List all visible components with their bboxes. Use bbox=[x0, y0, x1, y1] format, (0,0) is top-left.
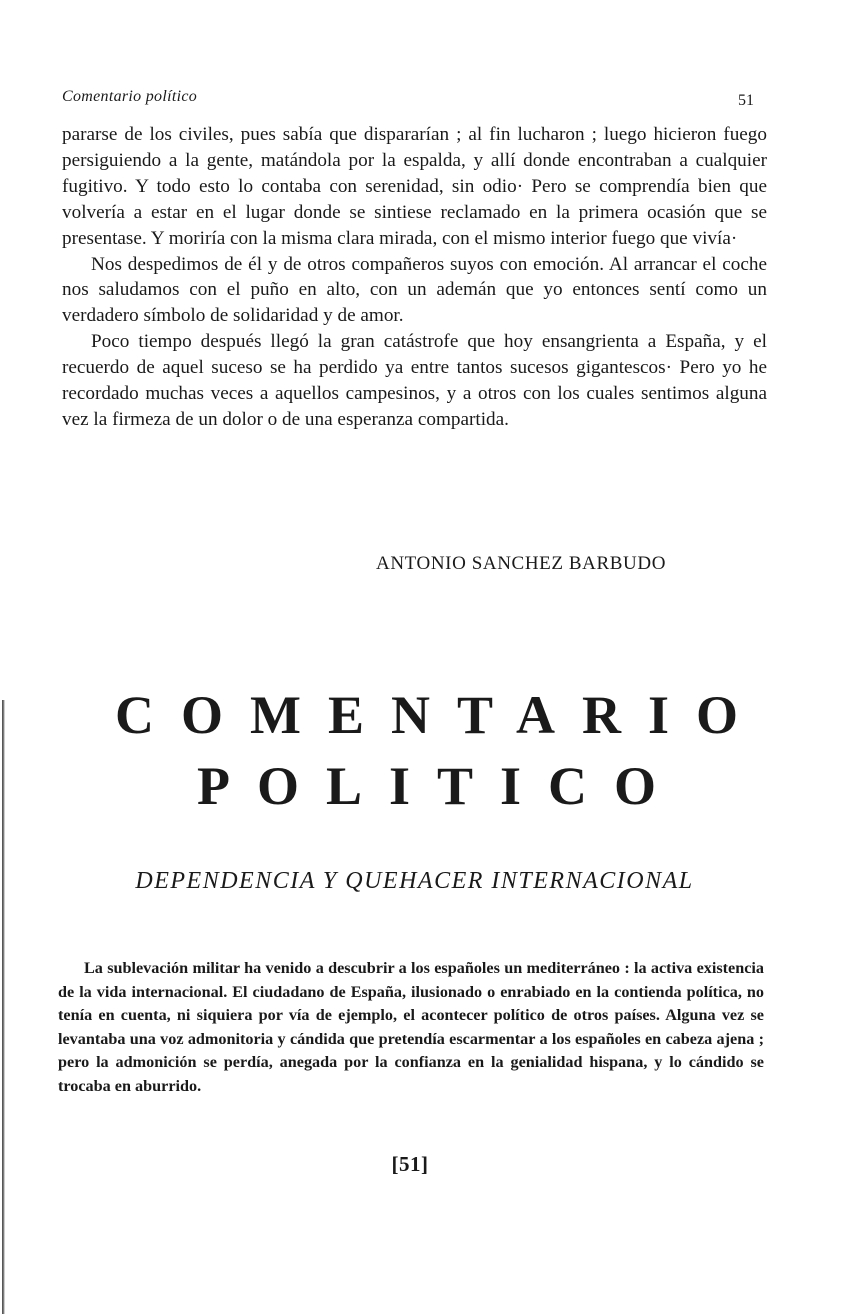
body-paragraph-2: Nos despedimos de él y de otros compañeros suyos con emoción. Al arrancar el coche nos saludamos con el puño en alto, con un ademán que yo entonces sentí como un verdadero símbolo de solidaridad y de amor. bbox=[62, 253, 767, 327]
article-text bbox=[58, 957, 764, 1099]
author-signature: ANTONIO SANCHEZ BARBUDO bbox=[376, 553, 667, 574]
previous-article-text bbox=[62, 122, 767, 433]
body-paragraph-1: pararse de los civiles, pues sabía que dispararían ; al fin lucharon ; luego hicieron fuego persiguiendo a la gente, matándola por la espalda, y allí donde encontraban a cualquier fugitivo. Y todo esto lo contaba con serenidad, sin odio· Pero se comprendía bien que volvería a estar en el lugar donde se sintiese reclamado en la primera ocasión que se presentase. Y moriría con la misma clara mirada, con el mismo interior fuego que vivía· bbox=[62, 124, 767, 249]
article-paragraph: La sublevación militar ha venido a descubrir a los españoles un mediterráneo : la activa existencia de la vida internacional. El ciudadano de España, ilusionado o enrabiado en la contienda política, no tenía en cuenta, ni siquiera por vía de ejemplo, el acontecer político de otros países. Alguna vez se levantaba una voz admonitoria y cándida que pretendía escarmentar a los españoles en cabeza ajena ; pero la admonición se perdía, anegada por la confianza en la genialidad hispana, y lo cándido se trocaba en aburrido. bbox=[58, 959, 764, 1095]
page-folio: [51] bbox=[391, 1152, 429, 1176]
body-paragraph-3: Poco tiempo después llegó la gran catástrofe que hoy ensangrienta a España, y el recuerdo de aquel suceso se ha perdido ya entre tantos sucesos gigantescos· Pero yo he recordado muchas veces a aquellos campesinos, y a otros con los cuales sentimos alguna vez la firmeza de un dolor o de una esperanza compartida. bbox=[62, 331, 767, 430]
section-title bbox=[40, 680, 810, 822]
section-title-line-1: COMENTARIO bbox=[114, 685, 765, 745]
running-title: Comentario político bbox=[62, 88, 198, 105]
running-header bbox=[62, 88, 762, 112]
running-page-number: 51 bbox=[738, 92, 754, 109]
scan-page-edge bbox=[2, 700, 5, 1314]
section-title-line-2: POLITICO bbox=[196, 756, 684, 816]
section-subtitle: DEPENDENCIA Y QUEHACER INTERNACIONAL bbox=[135, 868, 694, 894]
